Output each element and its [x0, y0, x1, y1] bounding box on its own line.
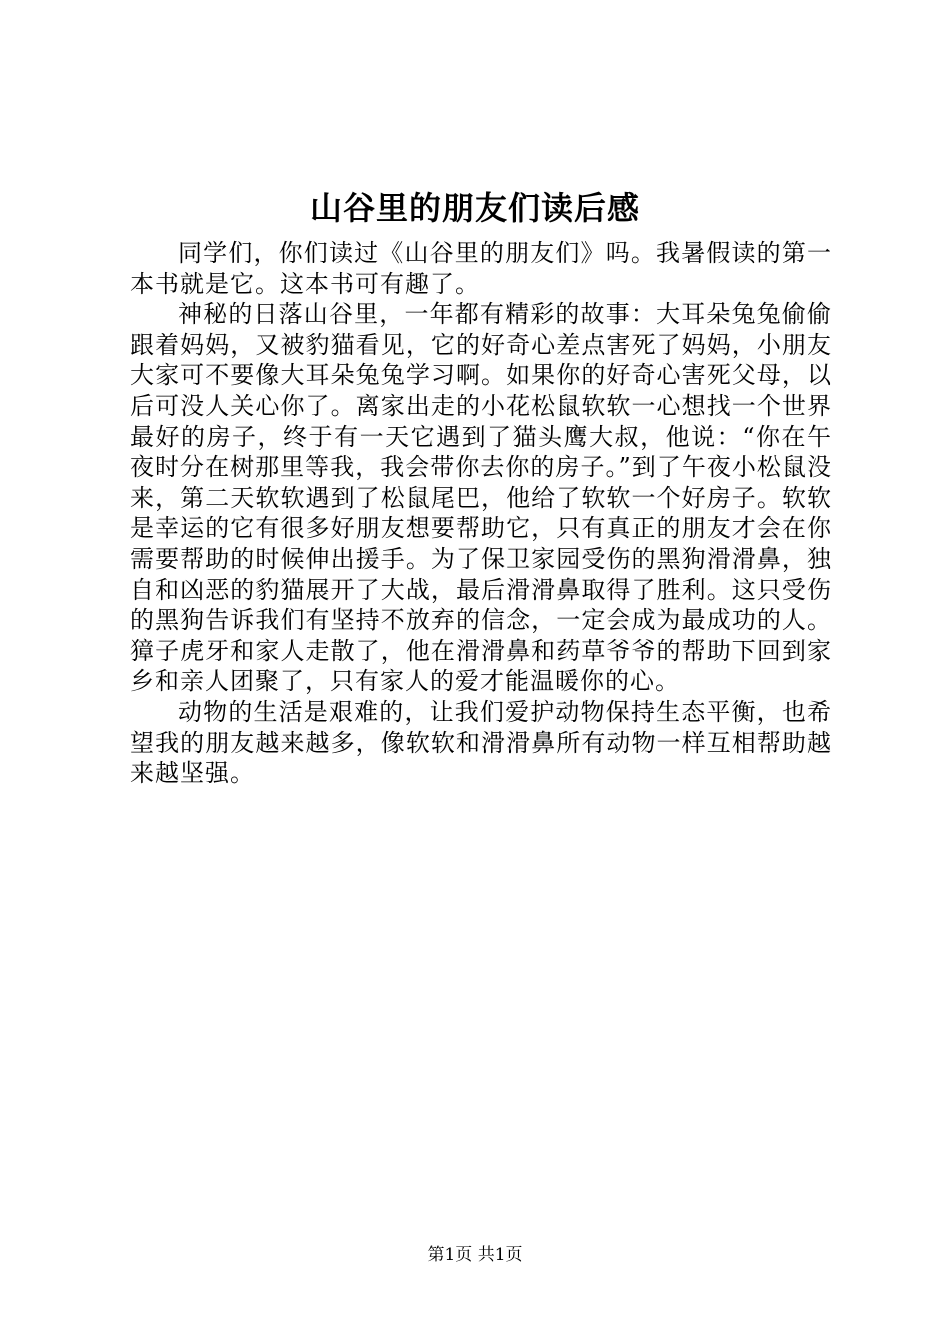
- document-body: [130, 238, 832, 789]
- paragraph-story: 神秘的日落山谷里，一年都有精彩的故事：大耳朵兔兔偷偷跟着妈妈，又被豹猫看见，它的好奇心差点害死了妈妈，小朋友大家可不要像大耳朵兔兔学习啊。如果你的好奇心害死父母，以后可没人关心你了。离家出走的小花松鼠软软一心想找一个世界最好的房子，终于有一天它遇到了猫头鹰大叔，他说：“你在午夜时分在树那里等我，我会带你去你的房子。”到了午夜小松鼠没来，第二天软软遇到了松鼠尾巴，他给了软软一个好房子。软软是幸运的它有很多好朋友想要帮助它，只有真正的朋友才会在你需要帮助的时候伸出援手。为了保卫家园受伤的黑狗滑滑鼻，独自和凶恶的豹猫展开了大战，最后滑滑鼻取得了胜利。这只受伤的黑狗告诉我们有坚持不放弃的信念，一定会成为最成功的人。獐子虎牙和家人走散了，他在滑滑鼻和药草爷爷的帮助下回到家乡和亲人团聚了，只有家人的爱才能温暖你的心。: [130, 300, 832, 696]
- paragraph-intro: 同学们，你们读过《山谷里的朋友们》吗。我暑假读的第一本书就是它。这本书可有趣了。: [130, 239, 832, 298]
- document-title: 山谷里的朋友们读后感: [309, 189, 640, 227]
- paragraph-conclusion: 动物的生活是艰难的，让我们爱护动物保持生态平衡，也希望我的朋友越来越多，像软软和滑滑鼻所有动物一样互相帮助越来越坚强。: [130, 697, 832, 788]
- page-footer: 第1页 共1页: [427, 1245, 523, 1265]
